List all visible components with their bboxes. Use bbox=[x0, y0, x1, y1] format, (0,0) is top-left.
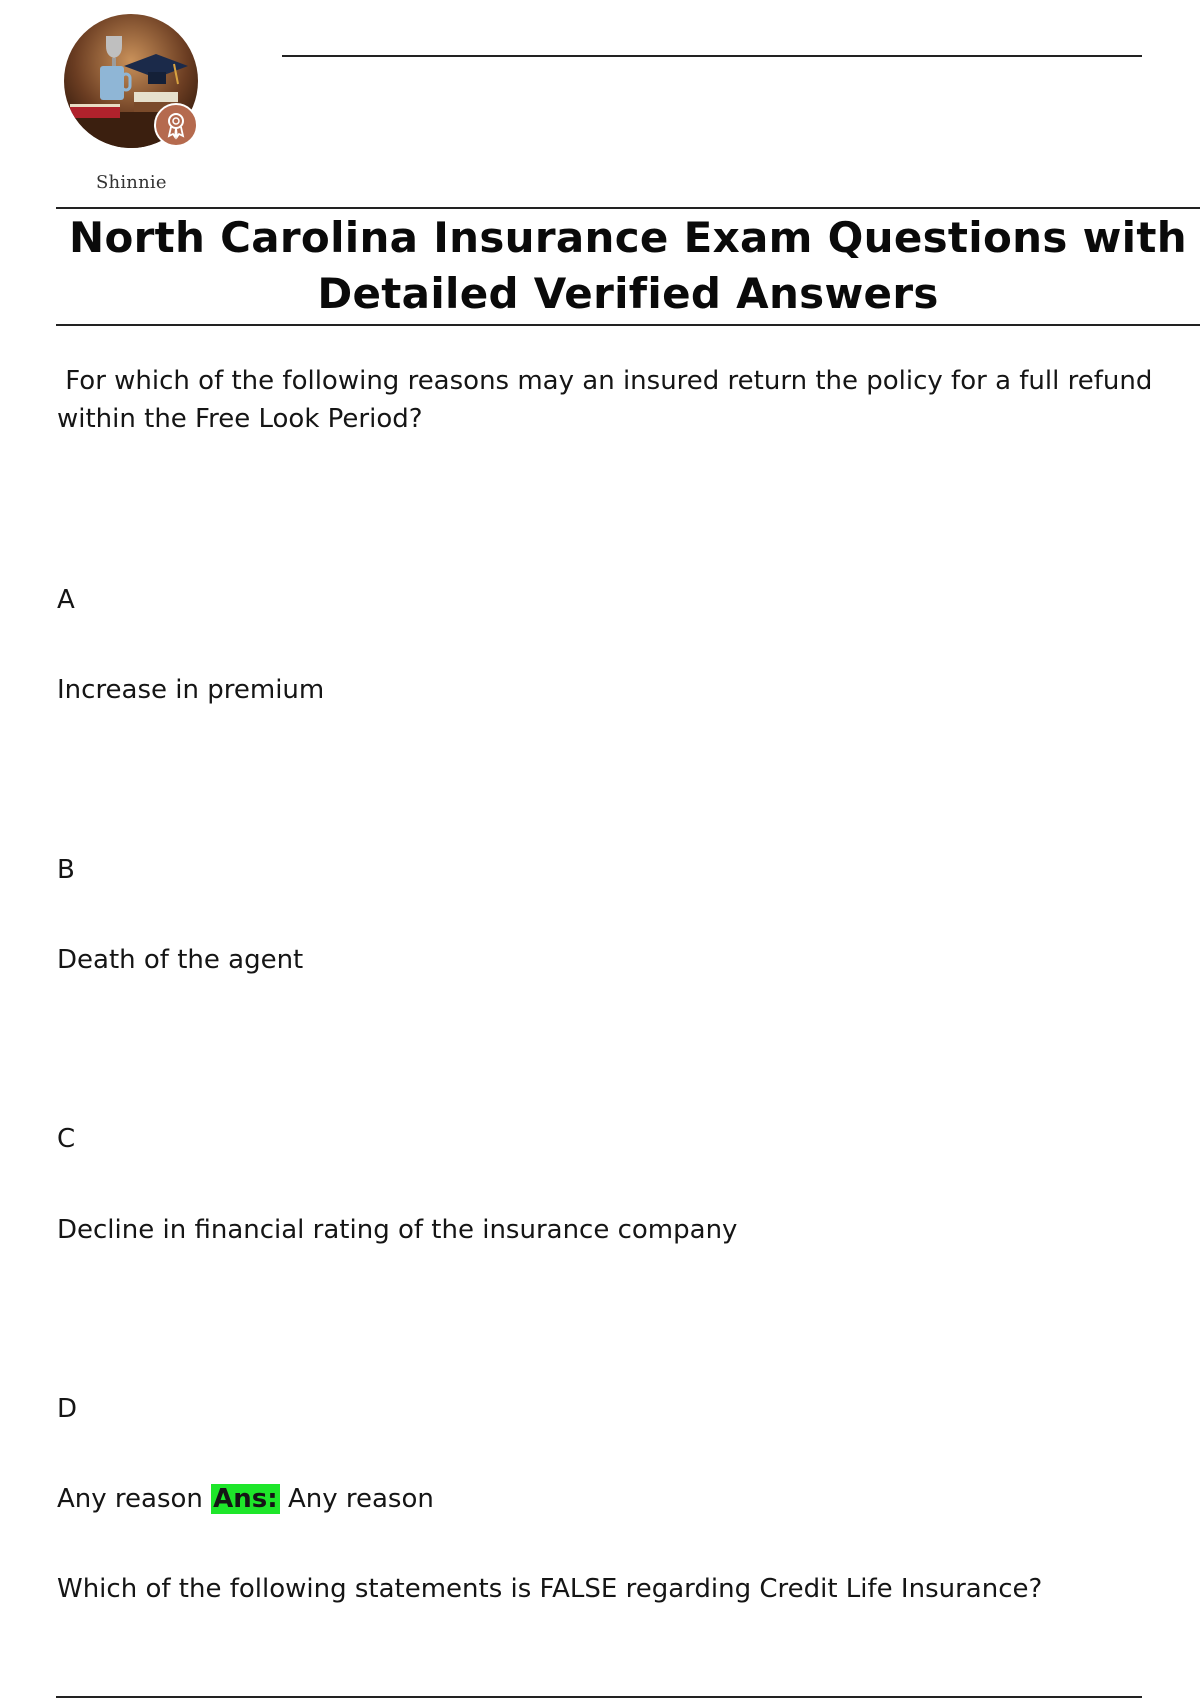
option-d-line bbox=[57, 1480, 434, 1518]
header-divider bbox=[282, 55, 1142, 57]
question-1-text: For which of the following reasons may an insured return the policy for a full refund within the Free Look Period? bbox=[57, 366, 1161, 434]
answer-label: Ans: bbox=[213, 1484, 278, 1514]
award-badge bbox=[154, 103, 198, 147]
award-ribbon-icon bbox=[156, 105, 196, 145]
option-d-text: Any reason bbox=[57, 1484, 203, 1514]
option-b-letter: B bbox=[57, 855, 75, 885]
answer-text: Any reason bbox=[287, 1484, 434, 1514]
title-top-border bbox=[56, 207, 1200, 209]
option-c-text: Decline in financial rating of the insurance company bbox=[57, 1215, 738, 1245]
option-d-letter: D bbox=[57, 1394, 78, 1424]
question-2-text: Which of the following statements is FALSE regarding Credit Life Insurance? bbox=[57, 1574, 1043, 1604]
footer-divider bbox=[56, 1696, 1142, 1698]
option-b-text: Death of the agent bbox=[57, 945, 304, 975]
author-name[interactable]: Shinnie bbox=[96, 172, 167, 193]
title-bottom-border bbox=[56, 324, 1200, 326]
document-title: North Carolina Insurance Exam Questions with Detailed Verified Answers bbox=[69, 213, 1187, 318]
option-c-letter: C bbox=[57, 1124, 76, 1154]
option-a-letter: A bbox=[57, 585, 75, 615]
option-a-text: Increase in premium bbox=[57, 675, 325, 705]
